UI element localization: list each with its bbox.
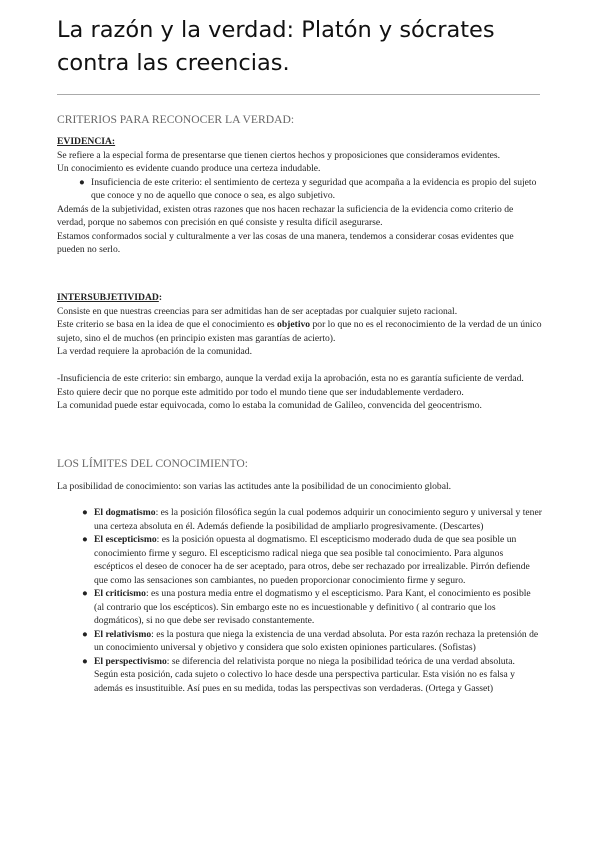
evidencia-label: EVIDENCIA: bbox=[57, 136, 116, 147]
title-line-1: La razón y la verdad: Platón y sócrates bbox=[57, 17, 495, 43]
limites-intro-text: La posibilidad de conocimiento: son varias las actitudes ante la posibilidad de un conocimiento global. bbox=[57, 481, 452, 492]
desc-perspectivismo: : se diferencia del relativista porque no niega la posibilidad teórica de una verdad absoluta. bbox=[166, 655, 515, 667]
evidencia-paragraph-2: Un conocimiento es evidente cuando produce una certeza indudable. bbox=[57, 163, 321, 174]
evidencia-paragraph-1: Se refiere a la especial forma de presentarse que tienen ciertos hechos y proposiciones que consideramos evidentes. bbox=[57, 149, 501, 161]
criterios-heading: CRITERIOS PARA RECONOCER LA VERDAD: bbox=[57, 113, 295, 126]
bullet-icon: ● bbox=[82, 588, 88, 599]
bullet-icon: ● bbox=[82, 655, 88, 667]
intersubjetividad-p2-end: por lo que no es el reconocimiento de la verdad de un único sujeto, sino el de muchos (en principio existen mas garantías de acierto). bbox=[57, 319, 542, 344]
evidencia-paragraph-4: Estamos conformados social y culturalmente a ver las cosas de una manera, tendemos a considerar cosas evidentes que pueden no serlo. bbox=[57, 230, 514, 255]
title-line-2: contra las creencias. bbox=[57, 50, 290, 76]
term-relativismo: El relativismo bbox=[94, 628, 152, 640]
intersubjetividad-paragraph-5: La comunidad puede estar equivocada, como lo estaba la comunidad de Galileo, convencida del geocentrismo. bbox=[57, 400, 482, 411]
limites-heading: LOS LÍMITES DEL CONOCIMIENTO: bbox=[57, 457, 248, 470]
term-criticismo: El criticismo bbox=[94, 588, 146, 599]
document-title bbox=[57, 14, 557, 80]
desc-relativismo: : es la postura que niega la existencia de una verdad absoluta. Por esta razón rechaza la pretensión de un conocimiento universal y objetivo y considera que solo existen opiniones particulares. (Sofistas) bbox=[94, 628, 539, 653]
list-item bbox=[82, 506, 542, 533]
title-divider bbox=[57, 94, 540, 95]
list-item bbox=[82, 655, 542, 696]
list-item bbox=[82, 628, 542, 655]
list-item bbox=[82, 587, 542, 628]
limites-items bbox=[82, 506, 542, 695]
evidencia-bullets bbox=[57, 176, 543, 203]
intersubjetividad-paragraph-1: Consiste en que nuestras creencias para ser admitidas han de ser aceptadas por cualquier sujeto racional. bbox=[57, 305, 458, 317]
term-dogmatismo: El dogmatismo bbox=[94, 507, 156, 518]
intersubjetividad-colon: : bbox=[158, 292, 163, 303]
desc-dogmatismo: : es la posición filosófica según la cual podemos adquirir un conocimiento seguro y universal y tener una certeza absoluta en él. Además defiende la posibilidad de ampliarlo progresivamente. (Descartes) bbox=[94, 507, 542, 532]
intersubjetividad-paragraph-2 bbox=[57, 318, 543, 345]
list-item bbox=[82, 533, 542, 587]
bullet-icon: ● bbox=[82, 628, 88, 640]
intersubjetividad-section bbox=[57, 291, 543, 413]
limites-list bbox=[82, 506, 542, 695]
term-perspectivismo: El perspectivismo bbox=[94, 655, 167, 667]
limites-intro bbox=[57, 480, 543, 494]
intersubjetividad-paragraph-3: La verdad requiere la aprobación de la comunidad. bbox=[57, 346, 252, 357]
bullet-icon: ● bbox=[82, 507, 88, 518]
evidencia-section bbox=[57, 135, 543, 257]
bullet-icon: ● bbox=[82, 534, 88, 545]
intersubjetividad-p2-start: Este criterio se basa en la idea de que el conocimiento es bbox=[57, 319, 278, 330]
desc-perspectivismo-extra: Según esta posición, cada sujeto o colectivo lo hace desde una perspectiva particular. Esta visión no es falsa y además es insustituible. Así pues en su medida, todas las perspectivas son verdaderas. (Ortega y Gasset) bbox=[94, 669, 515, 694]
bullet-icon: ● bbox=[79, 176, 85, 188]
evidencia-bullet-text: Insuficiencia de este criterio: el sentimiento de certeza y seguridad que acompaña a la evidencia es propio del sujeto que conoce y no de aquello que conoce o sea, es algo subjetivo. bbox=[91, 176, 537, 201]
evidencia-paragraph-3: Además de la subjetividad, existen otras razones que nos hacen rechazar la suficiencia de la evidencia como criterio de verdad, porque no sabemos con precisión en qué consiste y resulta difícil asegurarse. bbox=[57, 203, 514, 228]
term-escepticismo: El escepticismo bbox=[94, 534, 157, 545]
intersubjetividad-paragraph-4: -Insuficiencia de este criterio: sin embargo, aunque la verdad exija la aprobación, esta no es garantía suficiente de verdad. Esto quiere decir que no porque este admitido por todo el mundo tiene que ser indudablemente verdadero. bbox=[57, 373, 524, 398]
desc-escepticismo: : es la posición opuesta al dogmatismo. El escepticismo moderado duda de que sea posible un conocimiento firme y seguro. El escepticismo radical niega que sea posible tal conocimiento. Para algunos escépticos el deseo de conocer ha de ser aceptado, para otros, debe ser rechazado por irrealizable. Pirrón defiende que como las sensaciones son cambiantes, no pueden proporcionar conocimiento firme y seguro. bbox=[94, 534, 530, 586]
list-item bbox=[79, 176, 543, 203]
desc-criticismo: : es una postura media entre el dogmatismo y el escepticismo. Para Kant, el conocimiento es posible (al contrario que los escépticos). Sin embargo este no es incuestionable y definitivo ( al contrario que los dogmáticos), si no que debe ser revisado constantemente. bbox=[94, 588, 531, 626]
intersubjetividad-label: INTERSUBJETIVIDAD bbox=[57, 292, 159, 303]
intersubjetividad-p2-bold: objetivo bbox=[277, 319, 311, 330]
